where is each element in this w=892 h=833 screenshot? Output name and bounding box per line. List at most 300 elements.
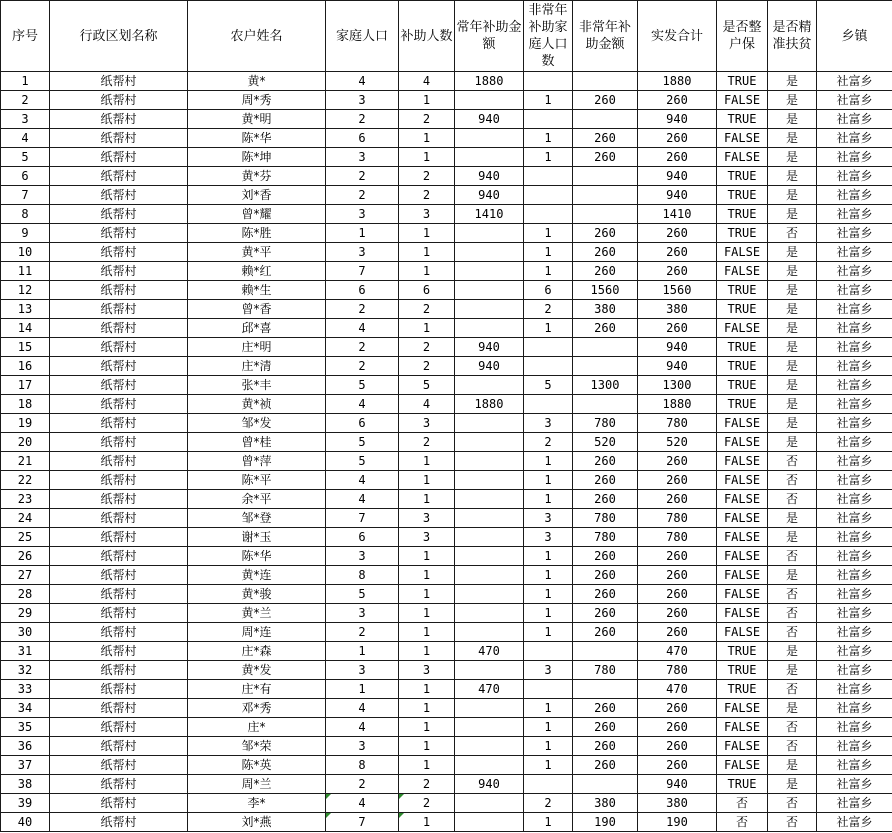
cell-col-nonregular-subsidy[interactable]: 780 (573, 414, 638, 433)
cell-col-regular-subsidy[interactable] (455, 756, 524, 775)
cell-col-nonregular-subsidy[interactable] (573, 72, 638, 91)
cell-col-nonregular-members[interactable]: 1 (524, 623, 573, 642)
cell-col-family-size[interactable]: 3 (326, 604, 399, 623)
cell-col-seq[interactable]: 39 (1, 794, 50, 813)
cell-col-seq[interactable]: 19 (1, 414, 50, 433)
cell-col-township[interactable]: 社富乡 (817, 433, 892, 452)
cell-col-admin-name[interactable]: 纸帮村 (50, 756, 188, 775)
cell-col-farmer-name[interactable]: 黄* (188, 72, 326, 91)
cell-col-township[interactable]: 社富乡 (817, 680, 892, 699)
cell-col-subsidized-count[interactable]: 1 (399, 585, 455, 604)
cell-col-admin-name[interactable]: 纸帮村 (50, 813, 188, 832)
cell-col-family-size[interactable]: 1 (326, 642, 399, 661)
cell-col-family-size[interactable]: 2 (326, 300, 399, 319)
cell-col-admin-name[interactable]: 纸帮村 (50, 509, 188, 528)
cell-col-targeted-poverty[interactable]: 是 (768, 300, 817, 319)
cell-col-admin-name[interactable]: 纸帮村 (50, 281, 188, 300)
cell-col-family-size[interactable]: 3 (326, 661, 399, 680)
cell-col-targeted-poverty[interactable]: 是 (768, 395, 817, 414)
cell-col-nonregular-members[interactable]: 1 (524, 224, 573, 243)
cell-col-nonregular-members[interactable]: 6 (524, 281, 573, 300)
cell-col-farmer-name[interactable]: 邹*发 (188, 414, 326, 433)
cell-col-regular-subsidy[interactable]: 470 (455, 680, 524, 699)
cell-col-township[interactable]: 社富乡 (817, 452, 892, 471)
cell-col-township[interactable]: 社富乡 (817, 91, 892, 110)
cell-col-total-paid[interactable]: 780 (638, 414, 717, 433)
cell-col-nonregular-members[interactable]: 1 (524, 585, 573, 604)
cell-col-township[interactable]: 社富乡 (817, 243, 892, 262)
cell-col-whole-household[interactable]: TRUE (717, 642, 768, 661)
cell-col-nonregular-subsidy[interactable]: 260 (573, 129, 638, 148)
cell-col-township[interactable]: 社富乡 (817, 357, 892, 376)
cell-col-total-paid[interactable]: 260 (638, 699, 717, 718)
cell-col-regular-subsidy[interactable] (455, 300, 524, 319)
cell-col-nonregular-members[interactable]: 2 (524, 794, 573, 813)
cell-col-nonregular-members[interactable] (524, 642, 573, 661)
cell-col-whole-household[interactable]: FALSE (717, 91, 768, 110)
cell-col-regular-subsidy[interactable] (455, 281, 524, 300)
cell-col-farmer-name[interactable]: 黄*兰 (188, 604, 326, 623)
cell-col-regular-subsidy[interactable] (455, 547, 524, 566)
cell-col-nonregular-members[interactable]: 2 (524, 300, 573, 319)
cell-col-total-paid[interactable]: 940 (638, 110, 717, 129)
cell-col-nonregular-members[interactable] (524, 357, 573, 376)
cell-col-nonregular-subsidy[interactable]: 260 (573, 699, 638, 718)
cell-col-regular-subsidy[interactable]: 940 (455, 357, 524, 376)
cell-col-subsidized-count[interactable]: 4 (399, 72, 455, 91)
cell-col-nonregular-subsidy[interactable]: 260 (573, 737, 638, 756)
cell-col-targeted-poverty[interactable]: 是 (768, 205, 817, 224)
cell-col-township[interactable]: 社富乡 (817, 129, 892, 148)
cell-col-nonregular-subsidy[interactable]: 190 (573, 813, 638, 832)
cell-col-total-paid[interactable]: 940 (638, 775, 717, 794)
cell-col-total-paid[interactable]: 260 (638, 224, 717, 243)
cell-col-farmer-name[interactable]: 庄*有 (188, 680, 326, 699)
cell-col-farmer-name[interactable]: 余*平 (188, 490, 326, 509)
cell-col-nonregular-subsidy[interactable]: 1560 (573, 281, 638, 300)
cell-col-seq[interactable]: 5 (1, 148, 50, 167)
cell-col-admin-name[interactable]: 纸帮村 (50, 186, 188, 205)
cell-col-seq[interactable]: 3 (1, 110, 50, 129)
cell-col-family-size[interactable]: 7 (326, 262, 399, 281)
cell-col-total-paid[interactable]: 190 (638, 813, 717, 832)
cell-col-family-size[interactable]: 5 (326, 585, 399, 604)
cell-col-whole-household[interactable]: TRUE (717, 680, 768, 699)
cell-col-seq[interactable]: 21 (1, 452, 50, 471)
cell-col-subsidized-count[interactable]: 2 (399, 338, 455, 357)
cell-col-nonregular-members[interactable]: 1 (524, 699, 573, 718)
cell-col-admin-name[interactable]: 纸帮村 (50, 376, 188, 395)
cell-col-subsidized-count[interactable]: 3 (399, 205, 455, 224)
cell-col-nonregular-subsidy[interactable] (573, 395, 638, 414)
cell-col-nonregular-members[interactable]: 1 (524, 319, 573, 338)
cell-col-targeted-poverty[interactable]: 是 (768, 357, 817, 376)
cell-col-township[interactable]: 社富乡 (817, 547, 892, 566)
cell-col-township[interactable]: 社富乡 (817, 110, 892, 129)
cell-col-admin-name[interactable]: 纸帮村 (50, 585, 188, 604)
cell-col-farmer-name[interactable]: 周*连 (188, 623, 326, 642)
cell-col-admin-name[interactable]: 纸帮村 (50, 718, 188, 737)
cell-col-regular-subsidy[interactable]: 940 (455, 167, 524, 186)
cell-col-total-paid[interactable]: 380 (638, 794, 717, 813)
cell-col-nonregular-subsidy[interactable] (573, 642, 638, 661)
cell-col-seq[interactable]: 8 (1, 205, 50, 224)
cell-col-whole-household[interactable]: FALSE (717, 471, 768, 490)
cell-col-total-paid[interactable]: 260 (638, 737, 717, 756)
cell-col-total-paid[interactable]: 780 (638, 528, 717, 547)
cell-col-total-paid[interactable]: 260 (638, 604, 717, 623)
cell-col-regular-subsidy[interactable] (455, 243, 524, 262)
cell-col-whole-household[interactable]: FALSE (717, 566, 768, 585)
cell-col-township[interactable]: 社富乡 (817, 300, 892, 319)
cell-col-nonregular-subsidy[interactable]: 260 (573, 452, 638, 471)
cell-col-regular-subsidy[interactable] (455, 452, 524, 471)
cell-col-farmer-name[interactable]: 曾*桂 (188, 433, 326, 452)
cell-col-farmer-name[interactable]: 曾*耀 (188, 205, 326, 224)
cell-col-admin-name[interactable]: 纸帮村 (50, 395, 188, 414)
cell-col-whole-household[interactable]: TRUE (717, 224, 768, 243)
cell-col-total-paid[interactable]: 260 (638, 623, 717, 642)
cell-col-farmer-name[interactable]: 邓*秀 (188, 699, 326, 718)
cell-col-subsidized-count[interactable]: 2 (399, 186, 455, 205)
cell-col-targeted-poverty[interactable]: 是 (768, 186, 817, 205)
cell-col-regular-subsidy[interactable] (455, 585, 524, 604)
cell-col-admin-name[interactable]: 纸帮村 (50, 680, 188, 699)
cell-col-subsidized-count[interactable]: 1 (399, 243, 455, 262)
cell-col-family-size[interactable]: 1 (326, 680, 399, 699)
cell-col-township[interactable]: 社富乡 (817, 566, 892, 585)
cell-col-seq[interactable]: 12 (1, 281, 50, 300)
cell-col-regular-subsidy[interactable] (455, 737, 524, 756)
cell-col-admin-name[interactable]: 纸帮村 (50, 699, 188, 718)
cell-col-seq[interactable]: 25 (1, 528, 50, 547)
cell-col-nonregular-subsidy[interactable] (573, 357, 638, 376)
cell-col-nonregular-members[interactable]: 3 (524, 528, 573, 547)
cell-col-targeted-poverty[interactable]: 是 (768, 414, 817, 433)
cell-col-farmer-name[interactable]: 庄* (188, 718, 326, 737)
cell-col-nonregular-subsidy[interactable]: 260 (573, 319, 638, 338)
cell-col-farmer-name[interactable]: 黄*平 (188, 243, 326, 262)
cell-col-total-paid[interactable]: 940 (638, 186, 717, 205)
cell-col-family-size[interactable]: 1 (326, 224, 399, 243)
cell-col-total-paid[interactable]: 520 (638, 433, 717, 452)
cell-col-nonregular-members[interactable]: 1 (524, 243, 573, 262)
cell-col-nonregular-subsidy[interactable]: 260 (573, 547, 638, 566)
cell-col-nonregular-members[interactable]: 1 (524, 129, 573, 148)
cell-col-total-paid[interactable]: 260 (638, 243, 717, 262)
cell-col-subsidized-count[interactable]: 1 (399, 319, 455, 338)
cell-col-total-paid[interactable]: 260 (638, 756, 717, 775)
cell-col-nonregular-members[interactable]: 1 (524, 756, 573, 775)
cell-col-total-paid[interactable]: 260 (638, 148, 717, 167)
cell-col-seq[interactable]: 38 (1, 775, 50, 794)
cell-col-nonregular-subsidy[interactable]: 1300 (573, 376, 638, 395)
cell-col-seq[interactable]: 29 (1, 604, 50, 623)
cell-col-seq[interactable]: 22 (1, 471, 50, 490)
cell-col-subsidized-count[interactable]: 1 (399, 490, 455, 509)
cell-col-family-size[interactable]: 4 (326, 319, 399, 338)
cell-col-admin-name[interactable]: 纸帮村 (50, 414, 188, 433)
cell-col-targeted-poverty[interactable]: 是 (768, 72, 817, 91)
cell-col-targeted-poverty[interactable]: 是 (768, 775, 817, 794)
cell-col-targeted-poverty[interactable]: 否 (768, 680, 817, 699)
cell-col-family-size[interactable]: 2 (326, 338, 399, 357)
cell-col-admin-name[interactable]: 纸帮村 (50, 661, 188, 680)
cell-col-targeted-poverty[interactable]: 是 (768, 338, 817, 357)
cell-col-targeted-poverty[interactable]: 是 (768, 129, 817, 148)
cell-col-subsidized-count[interactable]: 1 (399, 224, 455, 243)
cell-col-targeted-poverty[interactable]: 是 (768, 319, 817, 338)
cell-col-nonregular-subsidy[interactable] (573, 186, 638, 205)
cell-col-targeted-poverty[interactable]: 否 (768, 604, 817, 623)
cell-col-farmer-name[interactable]: 庄*清 (188, 357, 326, 376)
cell-col-total-paid[interactable]: 260 (638, 91, 717, 110)
cell-col-seq[interactable]: 30 (1, 623, 50, 642)
cell-col-seq[interactable]: 11 (1, 262, 50, 281)
cell-col-regular-subsidy[interactable]: 1880 (455, 72, 524, 91)
cell-col-admin-name[interactable]: 纸帮村 (50, 623, 188, 642)
cell-col-total-paid[interactable]: 940 (638, 338, 717, 357)
cell-col-whole-household[interactable]: TRUE (717, 110, 768, 129)
cell-col-nonregular-members[interactable]: 1 (524, 604, 573, 623)
cell-col-whole-household[interactable]: TRUE (717, 205, 768, 224)
cell-col-family-size[interactable]: 2 (326, 167, 399, 186)
cell-col-total-paid[interactable]: 940 (638, 167, 717, 186)
cell-col-farmer-name[interactable]: 邱*喜 (188, 319, 326, 338)
cell-col-nonregular-members[interactable]: 3 (524, 509, 573, 528)
cell-col-regular-subsidy[interactable] (455, 813, 524, 832)
cell-col-whole-household[interactable]: TRUE (717, 661, 768, 680)
cell-col-regular-subsidy[interactable]: 1880 (455, 395, 524, 414)
cell-col-township[interactable]: 社富乡 (817, 813, 892, 832)
cell-col-nonregular-members[interactable]: 1 (524, 566, 573, 585)
cell-col-regular-subsidy[interactable] (455, 433, 524, 452)
cell-col-seq[interactable]: 27 (1, 566, 50, 585)
cell-col-nonregular-members[interactable] (524, 338, 573, 357)
cell-col-seq[interactable]: 34 (1, 699, 50, 718)
cell-col-family-size[interactable]: 3 (326, 205, 399, 224)
cell-col-nonregular-members[interactable] (524, 186, 573, 205)
cell-col-seq[interactable]: 33 (1, 680, 50, 699)
cell-col-total-paid[interactable]: 260 (638, 490, 717, 509)
cell-col-admin-name[interactable]: 纸帮村 (50, 72, 188, 91)
cell-col-subsidized-count[interactable]: 2 (399, 110, 455, 129)
cell-col-subsidized-count[interactable]: 1 (399, 642, 455, 661)
cell-col-subsidized-count[interactable]: 1 (399, 623, 455, 642)
cell-col-seq[interactable]: 13 (1, 300, 50, 319)
cell-col-whole-household[interactable]: FALSE (717, 718, 768, 737)
cell-col-regular-subsidy[interactable] (455, 661, 524, 680)
cell-col-seq[interactable]: 15 (1, 338, 50, 357)
cell-col-regular-subsidy[interactable] (455, 91, 524, 110)
cell-col-seq[interactable]: 28 (1, 585, 50, 604)
cell-col-nonregular-subsidy[interactable]: 260 (573, 756, 638, 775)
cell-col-regular-subsidy[interactable] (455, 129, 524, 148)
cell-col-whole-household[interactable]: FALSE (717, 319, 768, 338)
cell-col-nonregular-subsidy[interactable]: 260 (573, 604, 638, 623)
cell-col-township[interactable]: 社富乡 (817, 642, 892, 661)
cell-col-nonregular-subsidy[interactable]: 260 (573, 243, 638, 262)
cell-col-subsidized-count[interactable]: 3 (399, 528, 455, 547)
cell-col-regular-subsidy[interactable]: 940 (455, 110, 524, 129)
cell-col-township[interactable]: 社富乡 (817, 395, 892, 414)
cell-col-regular-subsidy[interactable]: 940 (455, 338, 524, 357)
cell-col-whole-household[interactable]: TRUE (717, 186, 768, 205)
cell-col-seq[interactable]: 23 (1, 490, 50, 509)
cell-col-nonregular-subsidy[interactable] (573, 680, 638, 699)
cell-col-admin-name[interactable]: 纸帮村 (50, 319, 188, 338)
cell-col-admin-name[interactable]: 纸帮村 (50, 243, 188, 262)
cell-col-admin-name[interactable]: 纸帮村 (50, 91, 188, 110)
cell-col-admin-name[interactable]: 纸帮村 (50, 338, 188, 357)
cell-col-farmer-name[interactable]: 庄*森 (188, 642, 326, 661)
cell-col-subsidized-count[interactable]: 3 (399, 509, 455, 528)
cell-col-subsidized-count[interactable]: 2 (399, 167, 455, 186)
cell-col-seq[interactable]: 14 (1, 319, 50, 338)
cell-col-nonregular-subsidy[interactable]: 260 (573, 718, 638, 737)
cell-col-farmer-name[interactable]: 李* (188, 794, 326, 813)
cell-col-total-paid[interactable]: 260 (638, 718, 717, 737)
cell-col-regular-subsidy[interactable] (455, 148, 524, 167)
cell-col-nonregular-members[interactable] (524, 775, 573, 794)
cell-col-total-paid[interactable]: 260 (638, 566, 717, 585)
cell-col-whole-household[interactable]: FALSE (717, 604, 768, 623)
cell-col-family-size[interactable]: 6 (326, 129, 399, 148)
cell-col-family-size[interactable]: 4 (326, 395, 399, 414)
cell-col-subsidized-count[interactable]: 1 (399, 813, 455, 832)
cell-col-nonregular-subsidy[interactable]: 260 (573, 623, 638, 642)
cell-col-township[interactable]: 社富乡 (817, 224, 892, 243)
cell-col-targeted-poverty[interactable]: 否 (768, 452, 817, 471)
cell-col-seq[interactable]: 36 (1, 737, 50, 756)
cell-col-farmer-name[interactable]: 邹*荣 (188, 737, 326, 756)
cell-col-nonregular-members[interactable]: 1 (524, 490, 573, 509)
cell-col-nonregular-members[interactable]: 1 (524, 148, 573, 167)
cell-col-whole-household[interactable]: TRUE (717, 775, 768, 794)
cell-col-total-paid[interactable]: 1560 (638, 281, 717, 300)
cell-col-whole-household[interactable]: FALSE (717, 243, 768, 262)
cell-col-nonregular-subsidy[interactable]: 260 (573, 91, 638, 110)
cell-col-whole-household[interactable]: FALSE (717, 490, 768, 509)
cell-col-nonregular-subsidy[interactable]: 380 (573, 300, 638, 319)
cell-col-subsidized-count[interactable]: 1 (399, 148, 455, 167)
cell-col-township[interactable]: 社富乡 (817, 528, 892, 547)
cell-col-targeted-poverty[interactable]: 否 (768, 471, 817, 490)
cell-col-whole-household[interactable]: TRUE (717, 357, 768, 376)
cell-col-seq[interactable]: 18 (1, 395, 50, 414)
cell-col-regular-subsidy[interactable] (455, 718, 524, 737)
cell-col-regular-subsidy[interactable] (455, 604, 524, 623)
cell-col-family-size[interactable]: 4 (326, 699, 399, 718)
cell-col-targeted-poverty[interactable]: 是 (768, 642, 817, 661)
cell-col-nonregular-subsidy[interactable]: 780 (573, 528, 638, 547)
cell-col-subsidized-count[interactable]: 1 (399, 129, 455, 148)
cell-col-family-size[interactable]: 3 (326, 91, 399, 110)
cell-col-targeted-poverty[interactable]: 否 (768, 547, 817, 566)
cell-col-farmer-name[interactable]: 刘*香 (188, 186, 326, 205)
cell-col-whole-household[interactable]: TRUE (717, 376, 768, 395)
cell-col-whole-household[interactable]: FALSE (717, 148, 768, 167)
cell-col-admin-name[interactable]: 纸帮村 (50, 148, 188, 167)
cell-col-farmer-name[interactable]: 黄*祯 (188, 395, 326, 414)
cell-col-family-size[interactable]: 8 (326, 756, 399, 775)
cell-col-township[interactable]: 社富乡 (817, 490, 892, 509)
cell-col-targeted-poverty[interactable]: 否 (768, 737, 817, 756)
cell-col-total-paid[interactable]: 260 (638, 585, 717, 604)
cell-col-nonregular-members[interactable] (524, 110, 573, 129)
cell-col-farmer-name[interactable]: 邹*登 (188, 509, 326, 528)
cell-col-township[interactable]: 社富乡 (817, 585, 892, 604)
cell-col-admin-name[interactable]: 纸帮村 (50, 604, 188, 623)
cell-col-family-size[interactable]: 6 (326, 414, 399, 433)
cell-col-family-size[interactable]: 7 (326, 813, 399, 832)
cell-col-whole-household[interactable]: FALSE (717, 547, 768, 566)
cell-col-admin-name[interactable]: 纸帮村 (50, 794, 188, 813)
cell-col-township[interactable]: 社富乡 (817, 661, 892, 680)
cell-col-nonregular-members[interactable]: 3 (524, 414, 573, 433)
cell-col-regular-subsidy[interactable] (455, 376, 524, 395)
cell-col-whole-household[interactable]: FALSE (717, 528, 768, 547)
cell-col-seq[interactable]: 20 (1, 433, 50, 452)
cell-col-admin-name[interactable]: 纸帮村 (50, 547, 188, 566)
cell-col-whole-household[interactable]: FALSE (717, 129, 768, 148)
cell-col-total-paid[interactable]: 1410 (638, 205, 717, 224)
cell-col-seq[interactable]: 7 (1, 186, 50, 205)
cell-col-whole-household[interactable]: TRUE (717, 338, 768, 357)
cell-col-seq[interactable]: 4 (1, 129, 50, 148)
cell-col-seq[interactable]: 10 (1, 243, 50, 262)
cell-col-total-paid[interactable]: 1300 (638, 376, 717, 395)
cell-col-regular-subsidy[interactable] (455, 319, 524, 338)
cell-col-admin-name[interactable]: 纸帮村 (50, 205, 188, 224)
cell-col-nonregular-subsidy[interactable]: 780 (573, 509, 638, 528)
cell-col-admin-name[interactable]: 纸帮村 (50, 452, 188, 471)
cell-col-farmer-name[interactable]: 周*秀 (188, 91, 326, 110)
cell-col-farmer-name[interactable]: 赖*红 (188, 262, 326, 281)
cell-col-nonregular-subsidy[interactable]: 380 (573, 794, 638, 813)
cell-col-seq[interactable]: 32 (1, 661, 50, 680)
cell-col-farmer-name[interactable]: 黄*骏 (188, 585, 326, 604)
cell-col-total-paid[interactable]: 940 (638, 357, 717, 376)
cell-col-targeted-poverty[interactable]: 是 (768, 262, 817, 281)
cell-col-targeted-poverty[interactable]: 否 (768, 585, 817, 604)
cell-col-subsidized-count[interactable]: 1 (399, 718, 455, 737)
cell-col-farmer-name[interactable]: 陈*华 (188, 547, 326, 566)
cell-col-family-size[interactable]: 4 (326, 471, 399, 490)
cell-col-total-paid[interactable]: 260 (638, 471, 717, 490)
cell-col-total-paid[interactable]: 260 (638, 319, 717, 338)
cell-col-targeted-poverty[interactable]: 是 (768, 509, 817, 528)
cell-col-family-size[interactable]: 5 (326, 376, 399, 395)
cell-col-nonregular-subsidy[interactable]: 260 (573, 490, 638, 509)
cell-col-total-paid[interactable]: 260 (638, 262, 717, 281)
cell-col-total-paid[interactable]: 470 (638, 680, 717, 699)
cell-col-nonregular-members[interactable]: 1 (524, 452, 573, 471)
cell-col-family-size[interactable]: 3 (326, 148, 399, 167)
cell-col-admin-name[interactable]: 纸帮村 (50, 528, 188, 547)
cell-col-township[interactable]: 社富乡 (817, 794, 892, 813)
cell-col-township[interactable]: 社富乡 (817, 148, 892, 167)
cell-col-seq[interactable]: 2 (1, 91, 50, 110)
cell-col-total-paid[interactable]: 1880 (638, 72, 717, 91)
cell-col-targeted-poverty[interactable]: 否 (768, 623, 817, 642)
cell-col-regular-subsidy[interactable] (455, 224, 524, 243)
cell-col-nonregular-members[interactable]: 1 (524, 547, 573, 566)
cell-col-regular-subsidy[interactable] (455, 794, 524, 813)
cell-col-township[interactable]: 社富乡 (817, 167, 892, 186)
cell-col-seq[interactable]: 17 (1, 376, 50, 395)
cell-col-farmer-name[interactable]: 张*丰 (188, 376, 326, 395)
